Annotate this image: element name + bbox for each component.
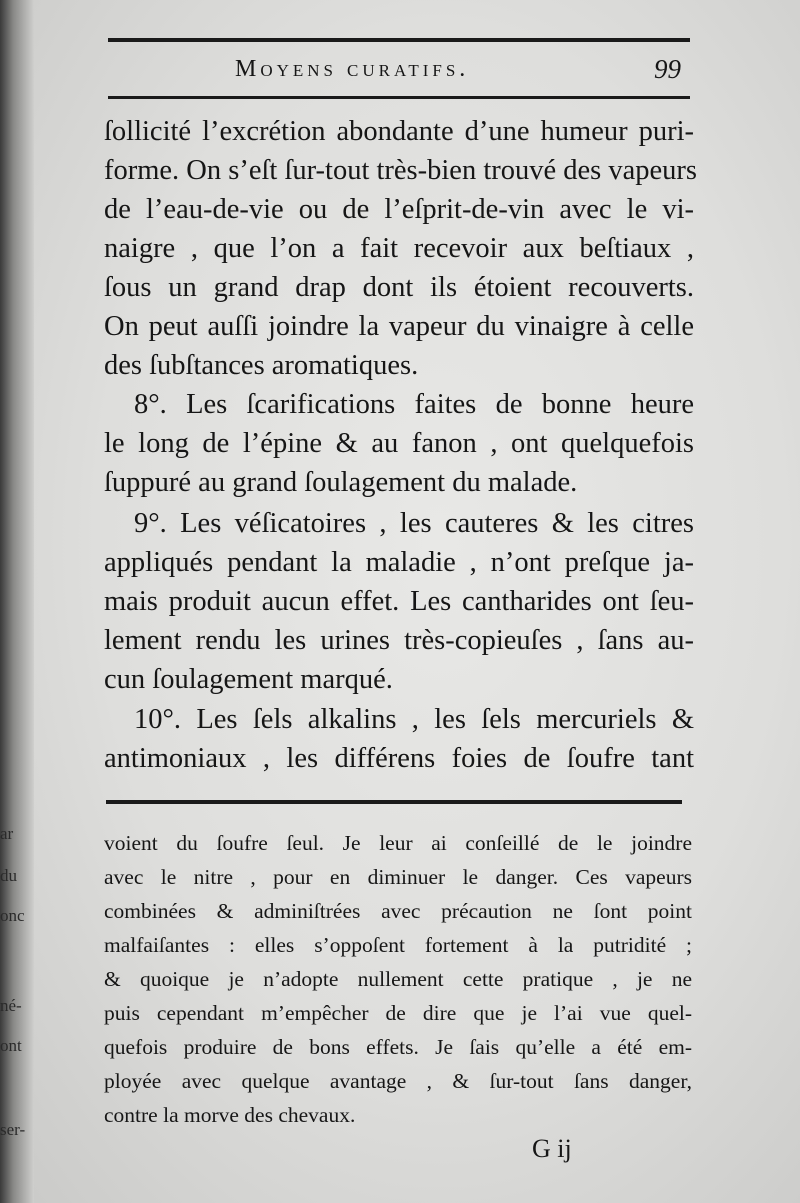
text-line: 10°. Les ſels alkalins , les ſels mercuriels & (134, 704, 694, 735)
margin-fragment: ser- (0, 1120, 26, 1139)
text-line: 9°. Les véſicatoires , les cauteres & les citres (134, 508, 694, 539)
text-line: cun ſoulagement marqué. (104, 664, 393, 695)
footnote-line: & quoique je n’adopte nullement cette pratique , je ne (104, 967, 692, 991)
footnote-block (104, 826, 694, 1136)
text-line: lement rendu les urines très-copieuſes , ſans au- (104, 625, 694, 656)
text-line: le long de l’épine & au fanon , ont quelquefois (104, 428, 694, 459)
text-line: appliqués pendant la maladie , n’ont preſque ja- (104, 547, 694, 578)
text-line: antimoniaux , les différens foies de ſoufre tant (104, 743, 694, 774)
top-rule (108, 38, 690, 42)
margin-fragment: ont (0, 1036, 22, 1055)
text-line: naigre , que l’on a fait recevoir aux beſtiaux , (104, 233, 694, 264)
margin-fragment: ar (0, 824, 14, 843)
footnote-line: combinées & adminiſtrées avec précaution ne ſont point (104, 899, 692, 923)
footnote-rule (106, 800, 682, 804)
text-line: forme. On s’eſt ſur-tout très-bien trouvé des vapeurs (104, 155, 698, 186)
text-line: ſuppuré au grand ſoulagement du malade. (104, 467, 578, 498)
margin-fragment: né- (0, 996, 22, 1015)
main-text-block (104, 112, 698, 774)
text-line: 8°. Les ſcarifications faites de bonne heure (134, 389, 694, 420)
text-line: ſollicité l’excrétion abondante d’une humeur puri- (104, 116, 694, 147)
running-header (105, 56, 685, 90)
page-number: 99 (654, 54, 681, 84)
text-line: On peut auſſi joindre la vapeur du vinaigre à celle (104, 311, 694, 342)
text-line: ſous un grand drap dont ils étoient recouverts. (104, 272, 694, 303)
signature-mark: G ij (532, 1134, 572, 1163)
footnote-line: malfaiſantes : elles s’oppoſent fortement à la putridité ; (104, 933, 692, 957)
footnote-line: contre la morve des chevaux. (104, 1103, 356, 1127)
footnote-line: quefois produire de bons effets. Je ſais qu’elle a été em- (104, 1035, 692, 1059)
footnote-line: voient du ſoufre ſeul. Je leur ai conſeillé de le joindre (104, 831, 692, 855)
text-line: de l’eau-de-vie ou de l’eſprit-de-vin avec le vi- (104, 194, 694, 225)
text-line: mais produit aucun effet. Les cantharides ont ſeu- (104, 586, 694, 617)
book-gutter (0, 0, 34, 1203)
running-title: Moyens curatifs. (235, 56, 470, 82)
footnote-line: avec le nitre , pour en diminuer le danger. Ces vapeurs (104, 865, 692, 889)
footnote-line: puis cependant m’empêcher de dire que je l’ai vue quel- (104, 1001, 692, 1025)
text-line: des ſubſtances aromatiques. (104, 350, 419, 381)
header-rule (108, 96, 690, 99)
margin-fragment: du (0, 866, 17, 885)
footnote-line: ployée avec quelque avantage , & ſur-tout ſans danger, (104, 1069, 692, 1093)
margin-fragment: onc (0, 906, 25, 925)
